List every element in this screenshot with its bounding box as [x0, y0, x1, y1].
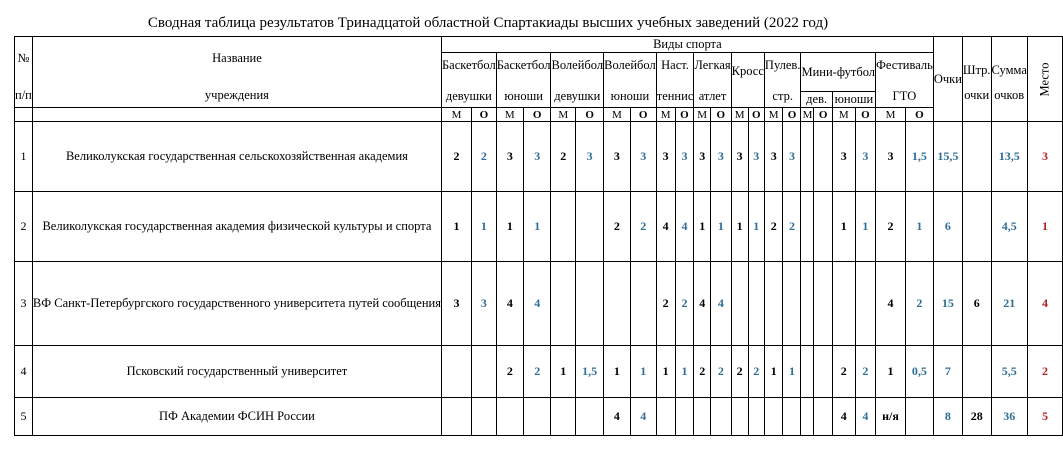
header-sport-4-bottom: теннис: [656, 89, 694, 103]
cell-points: 2: [711, 346, 732, 398]
row-total-points: 8: [933, 398, 962, 436]
cell-points: [905, 398, 933, 436]
header-m-2: М: [551, 108, 576, 122]
cell-place: [764, 398, 783, 436]
row-penalty-points: [962, 192, 991, 262]
cell-place: 1: [694, 192, 711, 262]
header-m-10: М: [876, 108, 906, 122]
cell-points: 2: [630, 192, 656, 262]
row-sum-points: 13,5: [991, 122, 1027, 192]
header-sport-6: [731, 53, 764, 108]
header-sport-1-top: Баскетбол: [496, 58, 551, 72]
cell-points: 1: [748, 192, 764, 262]
cell-place: [551, 398, 576, 436]
cell-place: [551, 192, 576, 262]
cell-place: [496, 398, 523, 436]
cell-points: [576, 262, 604, 346]
cell-place: 2: [694, 346, 711, 398]
cell-points: 4: [711, 262, 732, 346]
cell-points: 1,5: [576, 346, 604, 398]
cell-place: 1: [656, 346, 675, 398]
cell-place: 1: [764, 346, 783, 398]
cell-place: 1: [496, 192, 523, 262]
results-table: [14, 36, 1063, 436]
header-o-10: О: [905, 108, 933, 122]
cell-place: [441, 346, 471, 398]
header-m-3: М: [604, 108, 631, 122]
header-m-6: М: [731, 108, 748, 122]
cell-place: 2: [832, 346, 855, 398]
cell-place: 3: [694, 122, 711, 192]
cell-place: [731, 398, 748, 436]
row-sum-points: 5,5: [991, 346, 1027, 398]
header-sport-8-sub-girls: дев.: [801, 92, 832, 108]
header-o-6: О: [748, 108, 764, 122]
header-sport-0: [441, 53, 496, 108]
row-institution-name: Великолукская государственная академия физической культуры и спорта: [32, 192, 441, 262]
cell-place: 2: [764, 192, 783, 262]
cell-points: 3: [855, 122, 875, 192]
cell-place: 2: [604, 192, 631, 262]
cell-place: [801, 192, 814, 262]
header-place: [1027, 37, 1062, 122]
cell-place: 3: [496, 122, 523, 192]
cell-points: [576, 192, 604, 262]
row-institution-name: Псковский государственный университет: [32, 346, 441, 398]
cell-place: [801, 122, 814, 192]
cell-points: 3: [675, 122, 694, 192]
table-row: [15, 262, 1063, 346]
cell-place: [551, 262, 576, 346]
cell-place: 1: [731, 192, 748, 262]
cell-points: 3: [630, 122, 656, 192]
header-m-4: М: [656, 108, 675, 122]
cell-place: 4: [694, 262, 711, 346]
cell-points: 1: [783, 346, 801, 398]
cell-points: [814, 122, 832, 192]
cell-points: 1: [855, 192, 875, 262]
header-sport-9-top: Фестиваль: [876, 58, 933, 72]
cell-points: [748, 398, 764, 436]
cell-place: 1: [551, 346, 576, 398]
cell-points: [814, 346, 832, 398]
cell-place: 3: [441, 262, 471, 346]
cell-place: 4: [656, 192, 675, 262]
table-row: [15, 346, 1063, 398]
cell-place: н/я: [876, 398, 906, 436]
table-row: [15, 192, 1063, 262]
cell-place: 3: [764, 122, 783, 192]
header-m-5: М: [694, 108, 711, 122]
cell-points: 3: [783, 122, 801, 192]
header-sum-bottom: очков: [994, 88, 1025, 102]
cell-points: 1: [905, 192, 933, 262]
header-sport-2: [551, 53, 604, 108]
header-number-bottom: п/п: [15, 88, 32, 102]
cell-points: [472, 346, 497, 398]
row-penalty-points: [962, 346, 991, 398]
row-number: 5: [15, 398, 33, 436]
row-final-place: 2: [1027, 346, 1062, 398]
cell-place: [764, 262, 783, 346]
header-m-7: М: [764, 108, 783, 122]
header-penalty-top: Штр.: [962, 63, 991, 77]
row-number: 1: [15, 122, 33, 192]
cell-points: 4: [675, 192, 694, 262]
cell-points: [523, 398, 551, 436]
page-title: Сводная таблица результатов Тринадцатой областной Спартакиады высших учебных заведений (2022 год): [147, 15, 829, 31]
header-sports-group: Виды спорта: [441, 37, 933, 53]
header-o-3: О: [630, 108, 656, 122]
table-row: [15, 398, 1063, 436]
cell-points: 2: [748, 346, 764, 398]
header-number-top: №: [17, 51, 30, 65]
cell-place: 4: [876, 262, 906, 346]
header-sport-3-bottom: юноши: [610, 89, 650, 103]
cell-points: 1: [630, 346, 656, 398]
header-m-8: М: [802, 108, 813, 121]
cell-points: [814, 398, 832, 436]
cell-place: 2: [731, 346, 748, 398]
header-sum: [991, 37, 1027, 122]
header-number: [15, 37, 33, 108]
cell-place: [801, 262, 814, 346]
header-sport-8: Мини-футбол: [801, 53, 876, 92]
cell-place: 1: [604, 346, 631, 398]
cell-points: [630, 262, 656, 346]
cell-place: 1: [876, 346, 906, 398]
header-sport-9-bottom: ГТО: [892, 89, 917, 103]
header-sport-1-bottom: юноши: [504, 89, 543, 103]
header-sport-5-top: Легкая: [694, 58, 731, 72]
cell-points: 2: [905, 262, 933, 346]
header-o-0: О: [472, 108, 497, 122]
header-sport-7: [764, 53, 801, 108]
cell-points: 1: [523, 192, 551, 262]
cell-points: 2: [855, 346, 875, 398]
cell-place: [604, 262, 631, 346]
cell-points: 3: [472, 262, 497, 346]
header-name-bottom: учреждения: [204, 88, 269, 102]
cell-place: [801, 398, 814, 436]
row-final-place: 3: [1027, 122, 1062, 192]
header-sport-0-top: Баскетбол: [441, 58, 496, 72]
cell-points: 1: [711, 192, 732, 262]
cell-place: 1: [832, 192, 855, 262]
header-sport-3-top: Волейбол: [604, 58, 656, 72]
header-sport-2-bottom: девушки: [554, 89, 601, 103]
header-sport-6-top: Кросс: [731, 64, 764, 78]
header-m-0: М: [441, 108, 471, 122]
row-penalty-points: 28: [962, 398, 991, 436]
cell-points: [711, 398, 732, 436]
header-m-9: М: [832, 108, 855, 122]
header-sport-2-top: Волейбол: [551, 58, 604, 72]
cell-place: [832, 262, 855, 346]
cell-points: 2: [675, 262, 694, 346]
header-sport-4-top: Наст.: [661, 58, 689, 72]
cell-points: 2: [523, 346, 551, 398]
header-name: [32, 37, 441, 108]
header-o-8: О: [814, 108, 832, 122]
cell-place: 3: [731, 122, 748, 192]
cell-points: 3: [523, 122, 551, 192]
cell-points: 3: [711, 122, 732, 192]
table-row: [15, 122, 1063, 192]
header-o-7: О: [783, 108, 801, 122]
row-number: 3: [15, 262, 33, 346]
header-sport-7-top: Пулев.: [764, 58, 801, 72]
header-penalty: [962, 37, 991, 122]
cell-place: 2: [496, 346, 523, 398]
cell-place: 2: [656, 262, 675, 346]
cell-points: [748, 262, 764, 346]
cell-place: [441, 398, 471, 436]
header-sport-5: [694, 53, 731, 108]
cell-place: 3: [876, 122, 906, 192]
header-points: Очки: [933, 37, 962, 122]
header-o-4: О: [675, 108, 694, 122]
cell-points: 0,5: [905, 346, 933, 398]
cell-points: [855, 262, 875, 346]
header-number-spacer: [15, 108, 33, 122]
cell-place: 2: [551, 122, 576, 192]
cell-points: [576, 398, 604, 436]
header-penalty-bottom: очки: [964, 88, 990, 102]
row-total-points: 15,5: [933, 122, 962, 192]
header-o-2: О: [576, 108, 604, 122]
row-sum-points: 4,5: [991, 192, 1027, 262]
header-sport-7-bottom: стр.: [772, 89, 793, 103]
cell-place: [731, 262, 748, 346]
row-sum-points: 21: [991, 262, 1027, 346]
header-o-1: О: [523, 108, 551, 122]
cell-place: [694, 398, 711, 436]
row-final-place: 1: [1027, 192, 1062, 262]
header-m-1: М: [496, 108, 523, 122]
cell-points: [814, 262, 832, 346]
cell-points: 1,5: [905, 122, 933, 192]
row-number: 2: [15, 192, 33, 262]
cell-place: 4: [496, 262, 523, 346]
header-o-5: О: [711, 108, 732, 122]
cell-place: 1: [441, 192, 471, 262]
row-final-place: 5: [1027, 398, 1062, 436]
header-sport-8-sub-boys: юноши: [832, 92, 875, 108]
cell-points: 2: [783, 192, 801, 262]
row-penalty-points: 6: [962, 262, 991, 346]
cell-place: 2: [441, 122, 471, 192]
cell-place: 4: [604, 398, 631, 436]
cell-points: [783, 398, 801, 436]
header-sport-0-bottom: девушки: [445, 89, 492, 103]
cell-points: 3: [576, 122, 604, 192]
row-institution-name: ВФ Санкт-Петербургского государственного университета путей сообщения: [32, 262, 441, 346]
cell-points: 3: [748, 122, 764, 192]
cell-points: 1: [472, 192, 497, 262]
header-sport-1: [496, 53, 551, 108]
header-sport-9: [876, 53, 934, 108]
row-institution-name: Великолукская государственная сельскохозяйственная академия: [32, 122, 441, 192]
cell-place: [656, 398, 675, 436]
row-sum-points: 36: [991, 398, 1027, 436]
cell-points: 1: [675, 346, 694, 398]
header-sport-4: [656, 53, 694, 108]
row-number: 4: [15, 346, 33, 398]
header-sport-5-bottom: атлет: [698, 89, 727, 103]
cell-place: 3: [604, 122, 631, 192]
cell-points: 4: [855, 398, 875, 436]
cell-points: 4: [523, 262, 551, 346]
header-sum-top: Сумма: [991, 63, 1027, 77]
cell-place: 3: [656, 122, 675, 192]
cell-points: 2: [472, 122, 497, 192]
row-final-place: 4: [1027, 262, 1062, 346]
header-name-spacer: [32, 108, 441, 122]
cell-place: 2: [876, 192, 906, 262]
header-place-label: Место: [1037, 62, 1052, 96]
header-name-top: Название: [212, 51, 262, 65]
cell-points: [675, 398, 694, 436]
row-institution-name: ПФ Академии ФСИН России: [32, 398, 441, 436]
row-total-points: 7: [933, 346, 962, 398]
cell-points: [814, 192, 832, 262]
row-penalty-points: [962, 122, 991, 192]
cell-place: 3: [832, 122, 855, 192]
cell-points: [783, 262, 801, 346]
header-sport-3: [604, 53, 657, 108]
cell-place: 4: [832, 398, 855, 436]
row-total-points: 15: [933, 262, 962, 346]
row-total-points: 6: [933, 192, 962, 262]
cell-points: [472, 398, 497, 436]
cell-place: [801, 346, 814, 398]
header-o-9: О: [855, 108, 875, 122]
cell-points: 4: [630, 398, 656, 436]
